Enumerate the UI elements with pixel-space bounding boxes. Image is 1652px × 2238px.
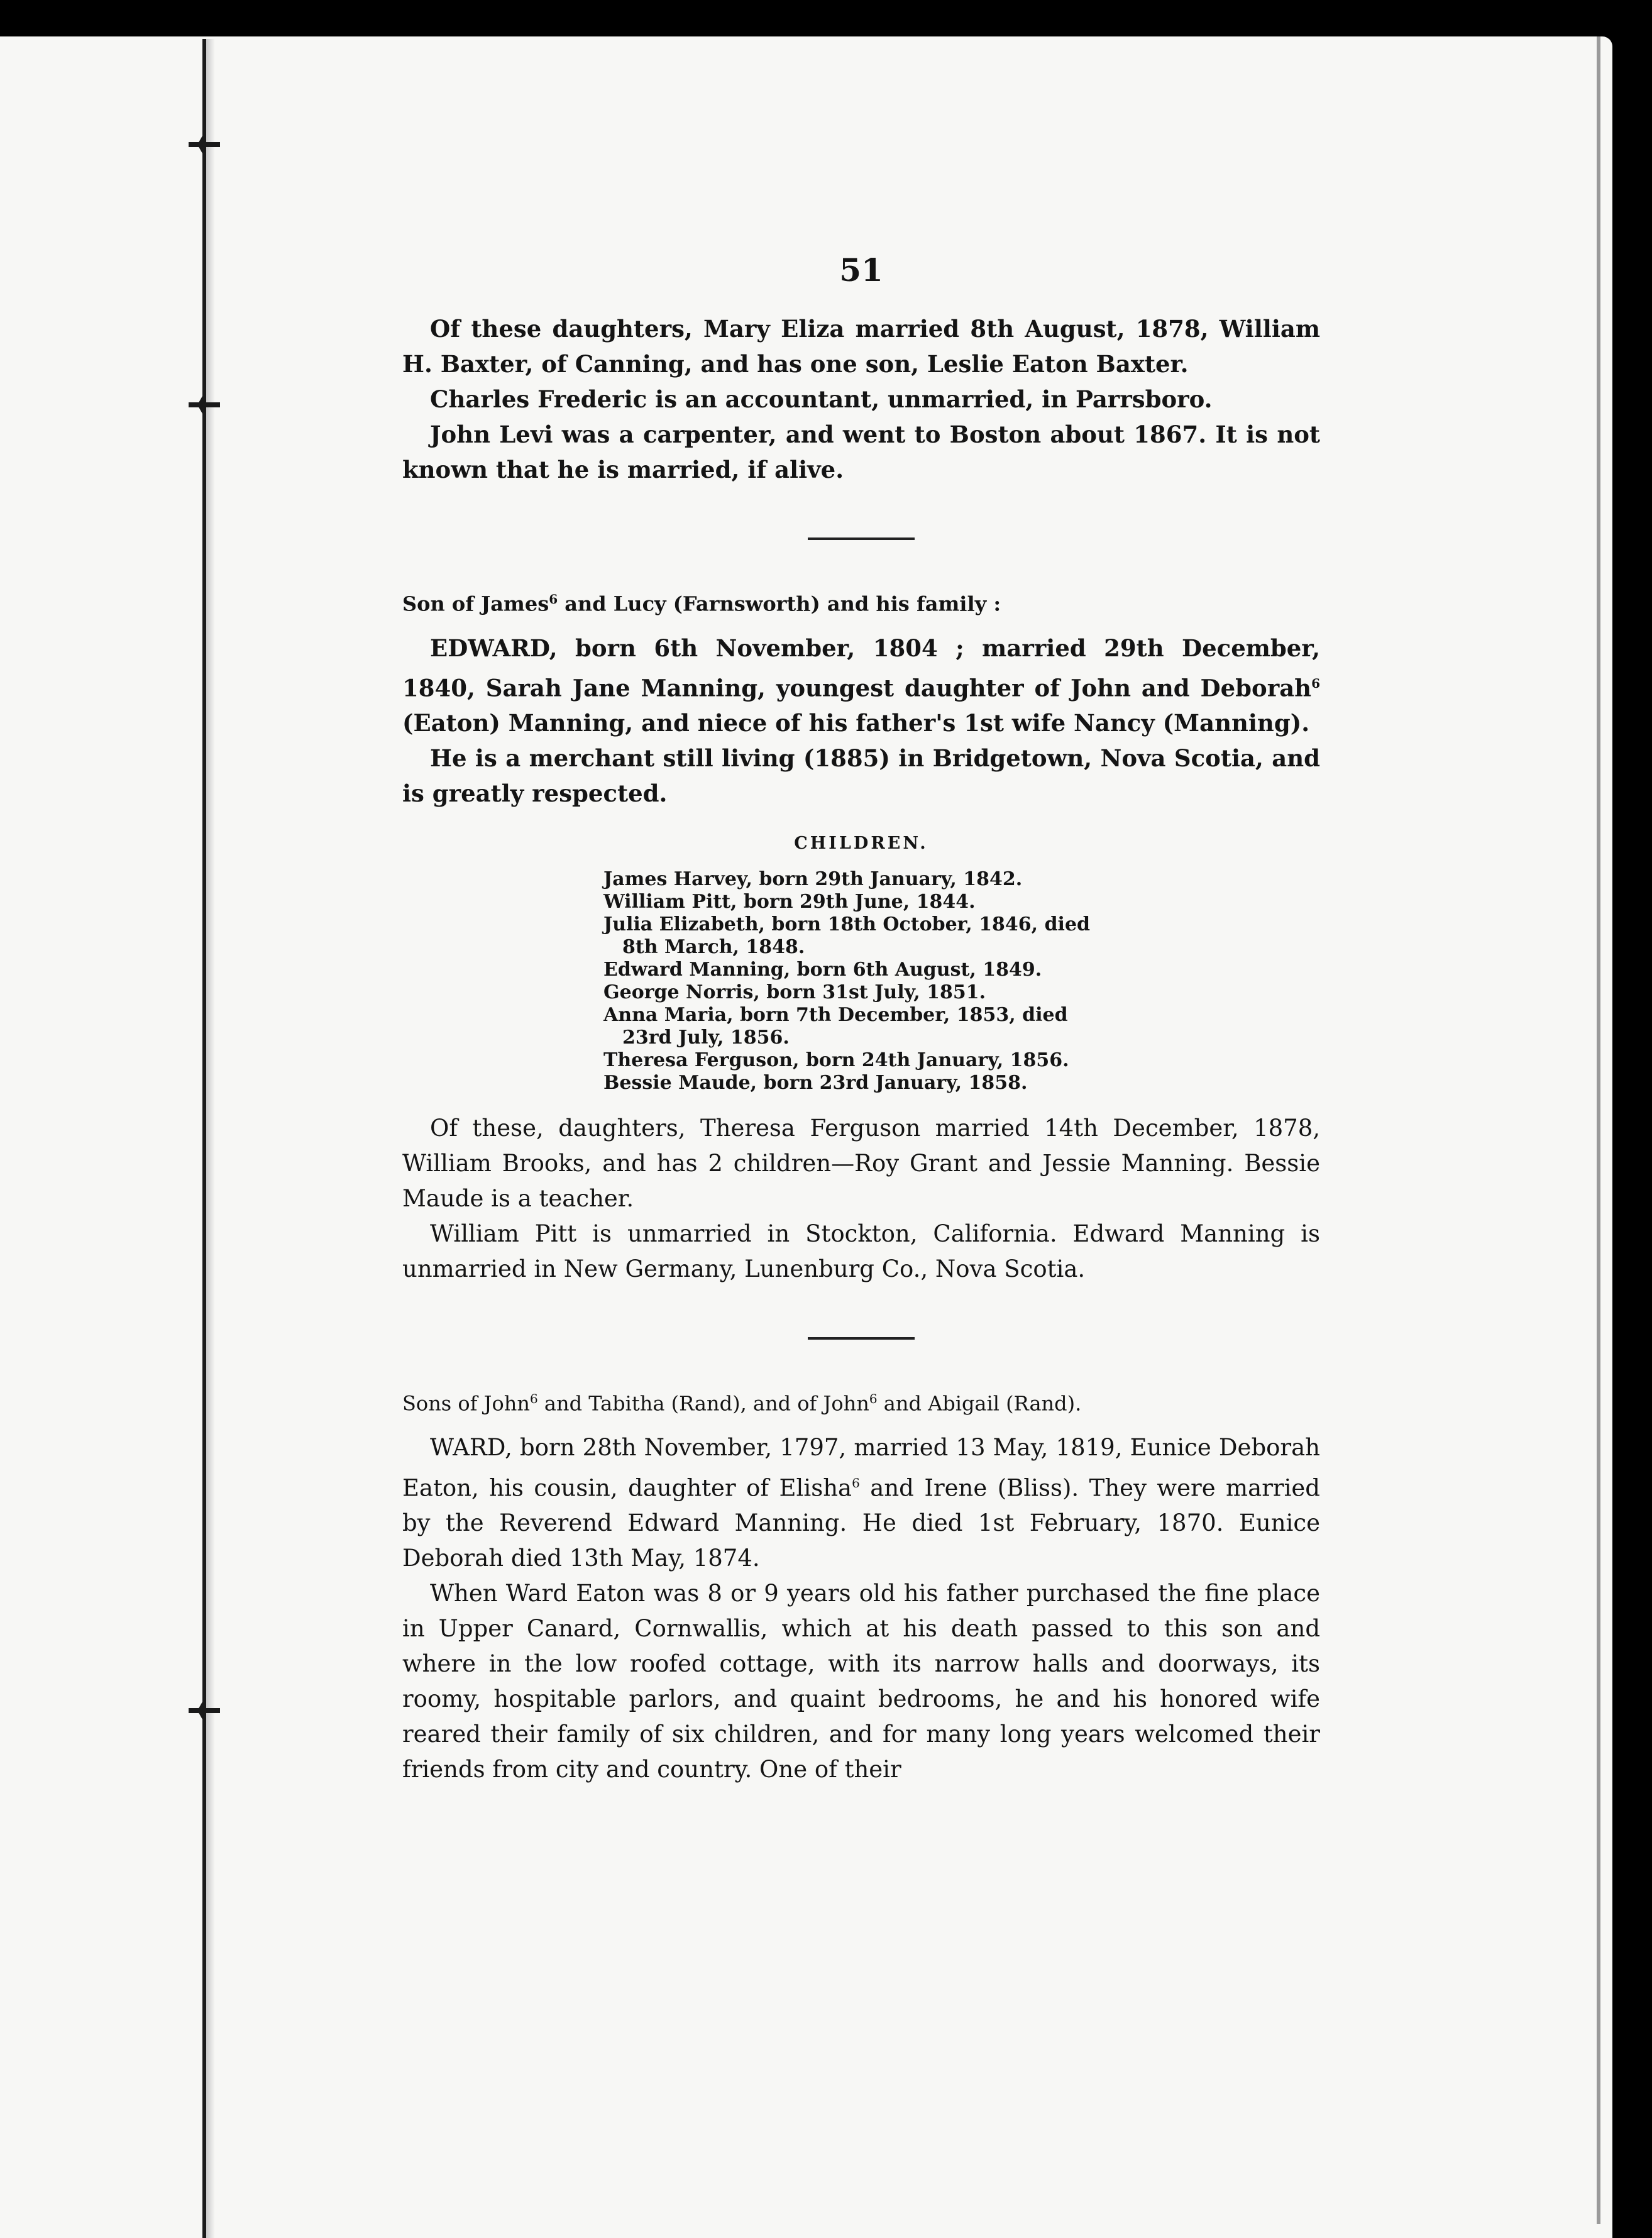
list-item: James Harvey, born 29th January, 1842. [603,868,1023,890]
section-ward [402,1384,1320,1787]
block-mary-eliza [402,311,1320,487]
binding-marker-icon [189,1708,220,1713]
paragraph: William Pitt is unmarried in Stockton, California. Edward Manning is unmarried in New Germany, Lunenburg Co., Nova Scotia. [402,1220,1320,1282]
person-name: WARD, [430,1433,512,1461]
list-item: Julia Elizabeth, born 18th October, 1846, died 8th March, 1848. [603,913,1091,958]
paragraph: When Ward Eaton was 8 or 9 years old his father purchased the fine place in Upper Canard, Cornwallis, which at his death passed to this son and where in the low roofed cottage, with its narrow halls and doorways, its roomy, hospitable parlors, and quaint bedrooms, he and his honored wife reared their family of six children, and for many long years welcomed their friends from city and country. One of their [402,1579,1320,1783]
section-edward [402,584,1320,1287]
person-name: EDWARD, [430,634,558,662]
section-divider [808,1337,915,1340]
list-item: George Norris, born 31st July, 1851. [603,981,986,1003]
paragraph: John Levi was a carpenter, and went to Boston about 1867. It is not known that he is married, if alive. [402,421,1320,483]
binding-fold-line [202,39,206,2238]
children-heading: CHILDREN. [794,833,928,853]
section-heading: Son of James$^6$ and Lucy (Farnsworth) and his family : [402,592,1001,616]
paragraph: Of these, daughters, Theresa Ferguson married 14th December, 1878, William Brooks, and has 2 children—Roy Grant and Jessie Manning. Bessie Maude is a teacher. [402,1114,1320,1212]
paragraph: He is a merchant still living (1885) in Bridgetown, Nova Scotia, and is greatly respected. [402,744,1320,807]
paragraph: EDWARD, born 6th November, 1804 ; married 29th December, 1840, Sarah Jane Manning, youngest daughter of John and Deborah$^6$ (Eaton) Manning, and niece of his father's 1st wife Nancy (Manning). [402,634,1320,737]
section-divider [808,537,915,540]
binding-marker-icon [189,142,220,147]
paragraph: WARD, born 28th November, 1797, married 13 May, 1819, Eunice Deborah Eaton, his cousin, daughter of Elisha$^6$ and Irene (Bliss). They were married by the Reverend Edward Manning. He died 1st February, 1870. Eunice Deborah died 13th May, 1874. [402,1433,1320,1572]
section-heading: Sons of John$^6$ and Tabitha (Rand), and of John$^6$ and Abigail (Rand). [402,1391,1082,1416]
binding-shadow [206,39,215,2238]
page-content [402,251,1320,1787]
children-list [603,868,1119,1094]
binding-marker-icon [189,402,220,407]
list-item: Bessie Maude, born 23rd January, 1858. [603,1071,1028,1094]
paragraph: Charles Frederic is an accountant, unmarried, in Parrsboro. [430,385,1213,413]
list-item: Theresa Ferguson, born 24th January, 1856. [603,1049,1069,1071]
page-number: 51 [839,251,883,289]
page-right-edge [1597,36,1600,2224]
paragraph: Of these daughters, Mary Eliza married 8th August, 1878, William H. Baxter, of Canning, and has one son, Leslie Eaton Baxter. [402,315,1320,378]
list-item: William Pitt, born 29th June, 1844. [603,890,976,913]
list-item: Edward Manning, born 6th August, 1849. [603,958,1042,981]
list-item: Anna Maria, born 7th December, 1853, died 23rd July, 1856. [603,1003,1068,1049]
